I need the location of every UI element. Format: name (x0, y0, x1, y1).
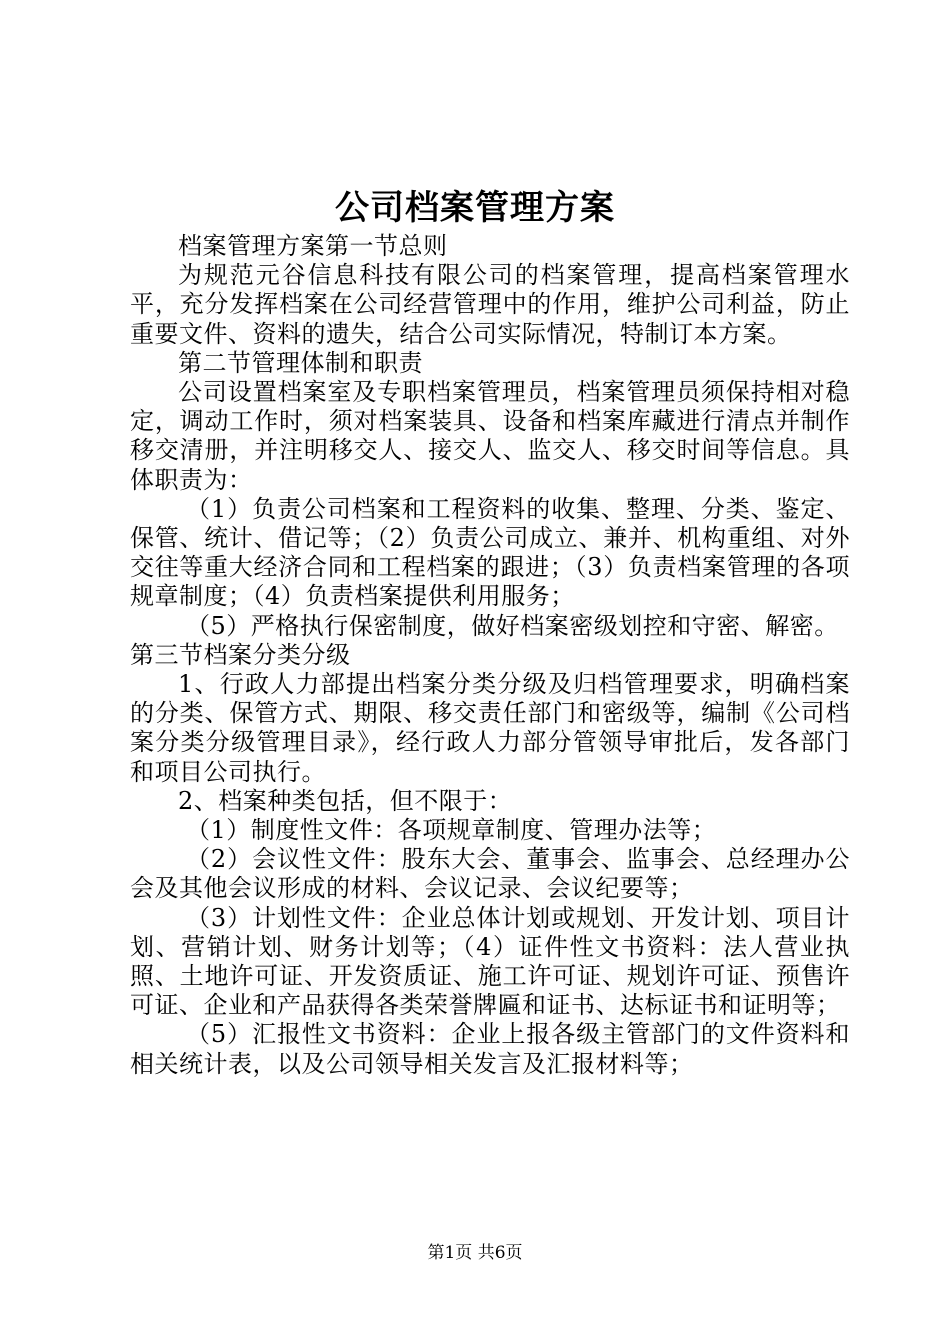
paragraph: 1、行政人力部提出档案分类分级及归档管理要求，明确档案的分类、保管方式、期限、移交责任部门和密级等，编制《公司档案分类分级管理目录》，经行政人力部分管领导审批后，发各部门和项目公司执行。 (130, 670, 850, 786)
paragraph: 为规范元谷信息科技有限公司的档案管理，提高档案管理水平，充分发挥档案在公司经营管理中的作用，维护公司利益，防止重要文件、资料的遗失，结合公司实际情况，特制订本方案。 (130, 261, 850, 348)
paragraph: 第二节管理体制和职责 (178, 348, 423, 377)
paragraph: 档案管理方案第一节总则 (178, 232, 448, 260)
paragraph: （3）计划性文件：企业总体计划或规划、开发计划、项目计划、营销计划、财务计划等；（4）证件性文书资料：法人营业执照、土地许可证、开发资质证、施工许可证、规划许可证、预售许可证、企业和产品获得各类荣誉牌匾和证书、达标证书和证明等； (130, 903, 850, 1020)
document-title: 公司档案管理方案 (335, 188, 615, 228)
paragraph: （5）汇报性文书资料：企业上报各级主管部门的文件资料和相关统计表，以及公司领导相关发言及汇报材料等； (130, 1020, 850, 1078)
page-footer: 第1页 共6页 (427, 1243, 523, 1263)
paragraph: （2）会议性文件：股东大会、董事会、监事会、总经理办公会及其他会议形成的材料、会议记录、会议纪要等； (130, 845, 850, 903)
section-heading: 第三节档案分类分级 (130, 640, 351, 669)
paragraph: 公司设置档案室及专职档案管理员，档案管理员须保持相对稳定，调动工作时，须对档案装具、设备和档案库藏进行清点并制作移交清册，并注明移交人、接交人、监交人、移交时间等信息。具体职责为： (130, 378, 850, 494)
paragraph: （5）严格执行保密制度，做好档案密级划控和守密、解密。 (186, 611, 839, 640)
paragraph: 2、档案种类包括，但不限于： (178, 786, 513, 815)
paragraph: （1）制度性文件：各项规章制度、管理办法等； (186, 816, 717, 845)
document-body (130, 232, 850, 1079)
paragraph: （1）负责公司档案和工程资料的收集、整理、分类、鉴定、保管、统计、借记等；（2）负责公司成立、兼并、机构重组、对外交往等重大经济合同和工程档案的跟进；（3）负责档案管理的各项规章制度；（4）负责档案提供利用服务； (130, 494, 850, 611)
